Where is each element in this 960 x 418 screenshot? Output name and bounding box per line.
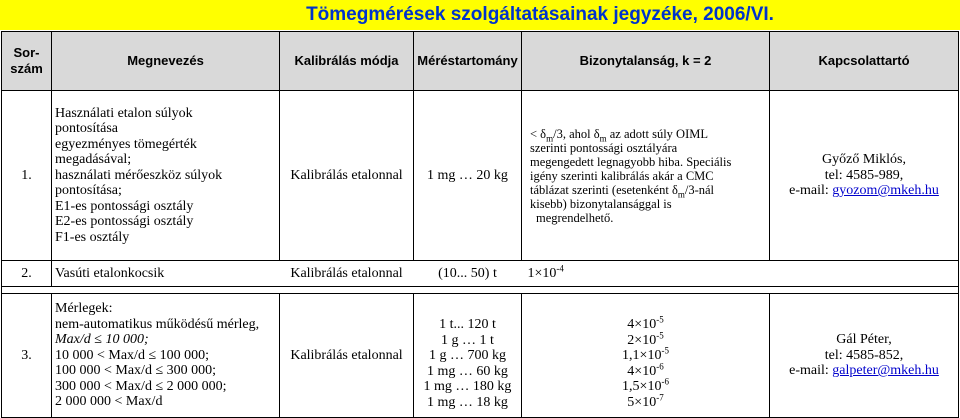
header-tartomany: Méréstartomány [414, 32, 522, 91]
email-link[interactable]: gyozom@mkeh.hu [832, 183, 939, 199]
email-link[interactable]: galpeter@mkeh.hu [832, 363, 939, 379]
row1-contact [770, 91, 959, 261]
row1-unc-line: szerinti pontossági osztályára [530, 140, 678, 155]
row1-uncertainty [522, 91, 770, 261]
services-table [1, 31, 959, 418]
contact-email-line [770, 363, 958, 379]
range-line: 1 mg … 18 kg [427, 394, 508, 410]
header-modja: Kalibrálás módja [280, 32, 414, 91]
unc-text: /3, ahol δ [553, 126, 600, 141]
row1-name-line: F1-es osztály [55, 229, 130, 245]
row3-name [52, 294, 280, 418]
unc-text: < δ [530, 126, 547, 141]
unc-base: 1,1×10 [622, 348, 662, 363]
unc-exp: -6 [661, 376, 669, 387]
header-bizonytalansag: Bizonytalanság, k = 2 [522, 32, 770, 91]
unc-exp: -7 [656, 391, 664, 402]
row1-method: Kalibrálás etalonnal [280, 91, 414, 261]
range-line: 1 t... 120 t [439, 317, 496, 332]
unc-line [522, 345, 769, 364]
unc-sub: m [677, 189, 685, 199]
row3-num: 3. [2, 294, 52, 418]
row1-num: 1. [2, 91, 52, 261]
row1-name [52, 91, 280, 261]
row3-uncertainties [522, 294, 770, 418]
unc-base: 4×10 [627, 317, 657, 332]
row2-method: Kalibrálás etalonnal [280, 261, 414, 287]
row3-name-line: nem-automatikus működésű mérleg, [55, 316, 260, 332]
contact-name: Gál Péter, [836, 332, 892, 348]
row-spacer [2, 287, 959, 294]
header-row [2, 32, 959, 91]
row1-unc-line: kisebb) bizonytalansággal is [530, 196, 672, 211]
row1-unc-line: megrendelhető. [536, 210, 614, 225]
row1-unc-line: igény szerinti kalibrálás akár a CMC [530, 168, 714, 183]
row2-num: 2. [2, 261, 52, 287]
table-row [2, 294, 959, 418]
row1-name-line: E2-es pontossági osztály [55, 214, 194, 230]
row1-name-line: megadásával; [55, 152, 132, 168]
contact-tel: tel: 4585-989, [824, 167, 904, 183]
unc-sub: m [599, 133, 607, 143]
row2-name: Vasúti etalonkocsik [52, 261, 280, 287]
unc-exp: -5 [656, 314, 664, 325]
unc-base: 4×10 [627, 363, 657, 379]
row1-range: 1 mg … 20 kg [414, 91, 522, 261]
row1-name-line: használati mérőeszköz súlyok [55, 167, 223, 183]
unc-text: táblázat szerinti (esetenként δ [530, 182, 678, 197]
row1-unc-line: megengedett legnagyobb hiba. Speciális [530, 154, 732, 169]
header-kapcsolat: Kapcsolattartó [770, 32, 959, 91]
contact-name: Győző Miklós, [822, 152, 906, 168]
unc-base: 1×10 [527, 265, 557, 281]
row2-contact [770, 261, 959, 287]
row3-name-line: Mérlegek: [55, 301, 113, 317]
row3-name-line: 10 000 < Max/d ≤ 100 000; [55, 347, 210, 363]
contact-tel: tel: 4585-852, [824, 347, 904, 363]
row3-name-line: Max/d ≤ 10 000; [55, 332, 149, 348]
page-title: Tömegmérések szolgáltatásainak jegyzéke, 2006/VI. [306, 4, 774, 25]
row2-uncertainty [522, 261, 770, 287]
unc-base: 1,5×10 [622, 379, 662, 394]
range-line: 1 mg … 60 kg [427, 363, 508, 379]
row1-name-line: pontosítása; [55, 183, 122, 199]
row2-range: (10... 50) t [414, 261, 522, 287]
row1-name-line: pontosítása [55, 121, 118, 137]
unc-base: 5×10 [627, 394, 657, 410]
row3-method: Kalibrálás etalonnal [280, 294, 414, 418]
row1-name-line: Használati etalon súlyok [55, 105, 193, 121]
unc-base: 2×10 [627, 332, 657, 348]
contact-email-line [770, 183, 958, 199]
unc-exp: -6 [656, 360, 664, 371]
row3-name-line: 300 000 < Max/d ≤ 2 000 000; [55, 378, 227, 394]
range-line: 1 mg … 180 kg [423, 379, 512, 394]
unc-sub: m [546, 133, 554, 143]
unc-exp: -5 [656, 329, 664, 340]
range-line: 1 g … 700 kg [429, 348, 506, 363]
header-megnevezes: Megnevezés [52, 32, 280, 91]
unc-text: az adott súly OIML [606, 126, 708, 141]
table-row [2, 287, 959, 294]
table-row [2, 261, 959, 287]
row3-name-line: 100 000 < Max/d ≤ 300 000; [55, 363, 217, 379]
row1-name-line: egyezményes tömegérték [55, 136, 197, 152]
unc-line [522, 360, 769, 380]
row1-unc-line [530, 183, 769, 197]
row1-name-line: E1-es pontossági osztály [55, 198, 194, 214]
header-sorszam: Sor-szám [2, 32, 52, 91]
unc-exp: -5 [661, 345, 669, 356]
email-label: e-mail: [789, 363, 833, 379]
row3-name-line: 2 000 000 < Max/d [55, 394, 163, 410]
unc-line [522, 314, 769, 333]
range-line: 1 g … 1 t [441, 332, 494, 348]
unc-line [522, 376, 769, 395]
unc-exp: -4 [556, 263, 564, 274]
row1-unc-line [530, 127, 769, 141]
row3-ranges [414, 294, 522, 418]
unc-text: /3-nál [684, 182, 715, 197]
row3-contact [770, 294, 959, 418]
email-label: e-mail: [789, 183, 833, 199]
unc-line [522, 329, 769, 349]
unc-line [522, 391, 769, 411]
table-row [2, 91, 959, 261]
